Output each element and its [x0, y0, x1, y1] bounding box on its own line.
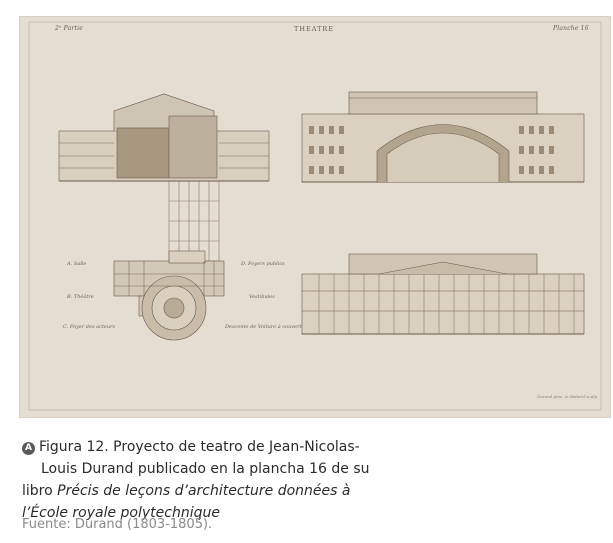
plate-part-label: 2ᵉ Partie: [55, 25, 83, 32]
section-drawing: [59, 94, 269, 271]
legend-theatre: B. Théâtre: [67, 294, 94, 300]
caption-line-1: A Figura 12. Proyecto de teatro de Jean-Nicolas-: [22, 436, 382, 458]
legend-foyer-acteurs: C. Foyer des acteurs: [63, 324, 116, 330]
floor-plan-drawing: [114, 251, 224, 340]
figure-badge-icon: A: [22, 442, 35, 455]
plate-imprint: Durand pinx. et Baltard sculp.: [537, 394, 599, 399]
stage-elevation-drawing: [302, 92, 584, 182]
legend-descente: Descente de Voiture à couvert: [225, 324, 302, 330]
architectural-drawings: [19, 16, 611, 418]
legend-foyers-publics: D. Foyers publics: [241, 261, 285, 267]
figure-source: Fuente: Durand (1803-1805).: [22, 517, 213, 532]
plate-title: THEATRE: [294, 25, 335, 33]
caption-line-4: l’École royale polytechnique: [22, 505, 220, 521]
legend-salle: A. Salle: [67, 261, 87, 267]
plate-number: Planche 16: [553, 25, 589, 32]
caption-line-2: Louis Durand publicado en la plancha 16 de su: [41, 461, 370, 477]
caption-line-3: libro Précis de leçons d’architecture données à: [22, 483, 351, 499]
facade-elevation-drawing: [302, 254, 584, 334]
figure-caption: [22, 436, 382, 524]
legend-vestibules: Vestibules: [249, 294, 275, 300]
engraving-plate: [19, 16, 611, 418]
